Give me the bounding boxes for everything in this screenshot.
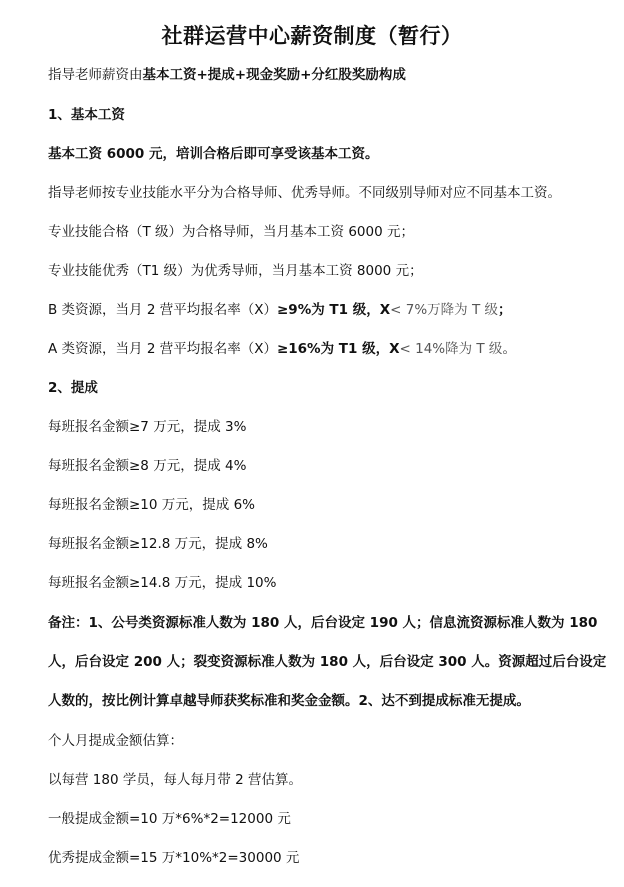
excellent-commission-line: 优秀提成金额=15 万*10%*2=30000 元 [48, 850, 300, 866]
base-salary-line: 基本工资 6000 元，培训合格后即可享受该基本工资。 [48, 146, 379, 162]
estimate-basis: 以每营 180 学员，每人每月带 2 营估算。 [48, 772, 303, 788]
section2-heading: 2、提成 [48, 380, 98, 396]
a-line-end: 。 [502, 341, 516, 357]
rate-line: 每班报名金额≥12.8 万元，提成 8% [48, 536, 268, 552]
t1-level-line: 专业技能优秀（T1 级）为优秀导师，当月基本工资 8000 元； [48, 263, 423, 279]
estimate-heading: 个人月提成金额估算： [48, 733, 183, 749]
rate-line: 每班报名金额≥10 万元，提成 6% [48, 497, 255, 513]
document-title: 社群运营中心薪资制度（暂行） [161, 24, 463, 48]
b-line-tail: < 7%万降为 T 级 [390, 302, 498, 318]
intro-bold: 基本工资+提成+现金奖励+分红股奖励构成 [142, 67, 406, 83]
a-line-prefix: A 类资源，当月 2 营平均报名率（X） [48, 341, 277, 357]
intro-prefix: 指导老师薪资由 [48, 67, 143, 83]
b-resource-line [48, 301, 584, 319]
a-resource-line [48, 340, 584, 358]
rate-line: 每班报名金额≥8 万元，提成 4% [48, 458, 247, 474]
intro-line [48, 66, 584, 84]
b-line-prefix: B 类资源，当月 2 营平均报名率（X） [48, 302, 277, 318]
note-line: 人数的，按比例计算卓越导师获奖标准和奖金金额。2、达不到提成标准无提成。 [48, 693, 530, 709]
a-line-bold: ≥16%为 T1 级，X [276, 341, 400, 357]
note-line: 人，后台设定 200 人；裂变资源标准人数为 180 人，后台设定 300 人。资源超过后台设定 [48, 654, 607, 670]
level-desc-line: 指导老师按专业技能水平分为合格导师、优秀导师。不同级别导师对应不同基本工资。 [48, 185, 561, 201]
note-line: 备注：1、公号类资源标准人数为 180 人，后台设定 190 人；信息流资源标准人数为 180 [48, 615, 598, 631]
normal-commission-line: 一般提成金额=10 万*6%*2=12000 元 [48, 811, 291, 827]
rate-line: 每班报名金额≥7 万元，提成 3% [48, 419, 247, 435]
b-line-bold: ≥9%为 T1 级，X [276, 302, 391, 318]
b-line-end: ； [498, 302, 512, 318]
rate-line: 每班报名金额≥14.8 万元，提成 10% [48, 575, 277, 591]
section1-heading: 1、基本工资 [48, 107, 125, 123]
t-level-line: 专业技能合格（T 级）为合格导师，当月基本工资 6000 元； [48, 224, 414, 240]
a-line-tail: < 14%降为 T 级 [399, 341, 503, 357]
